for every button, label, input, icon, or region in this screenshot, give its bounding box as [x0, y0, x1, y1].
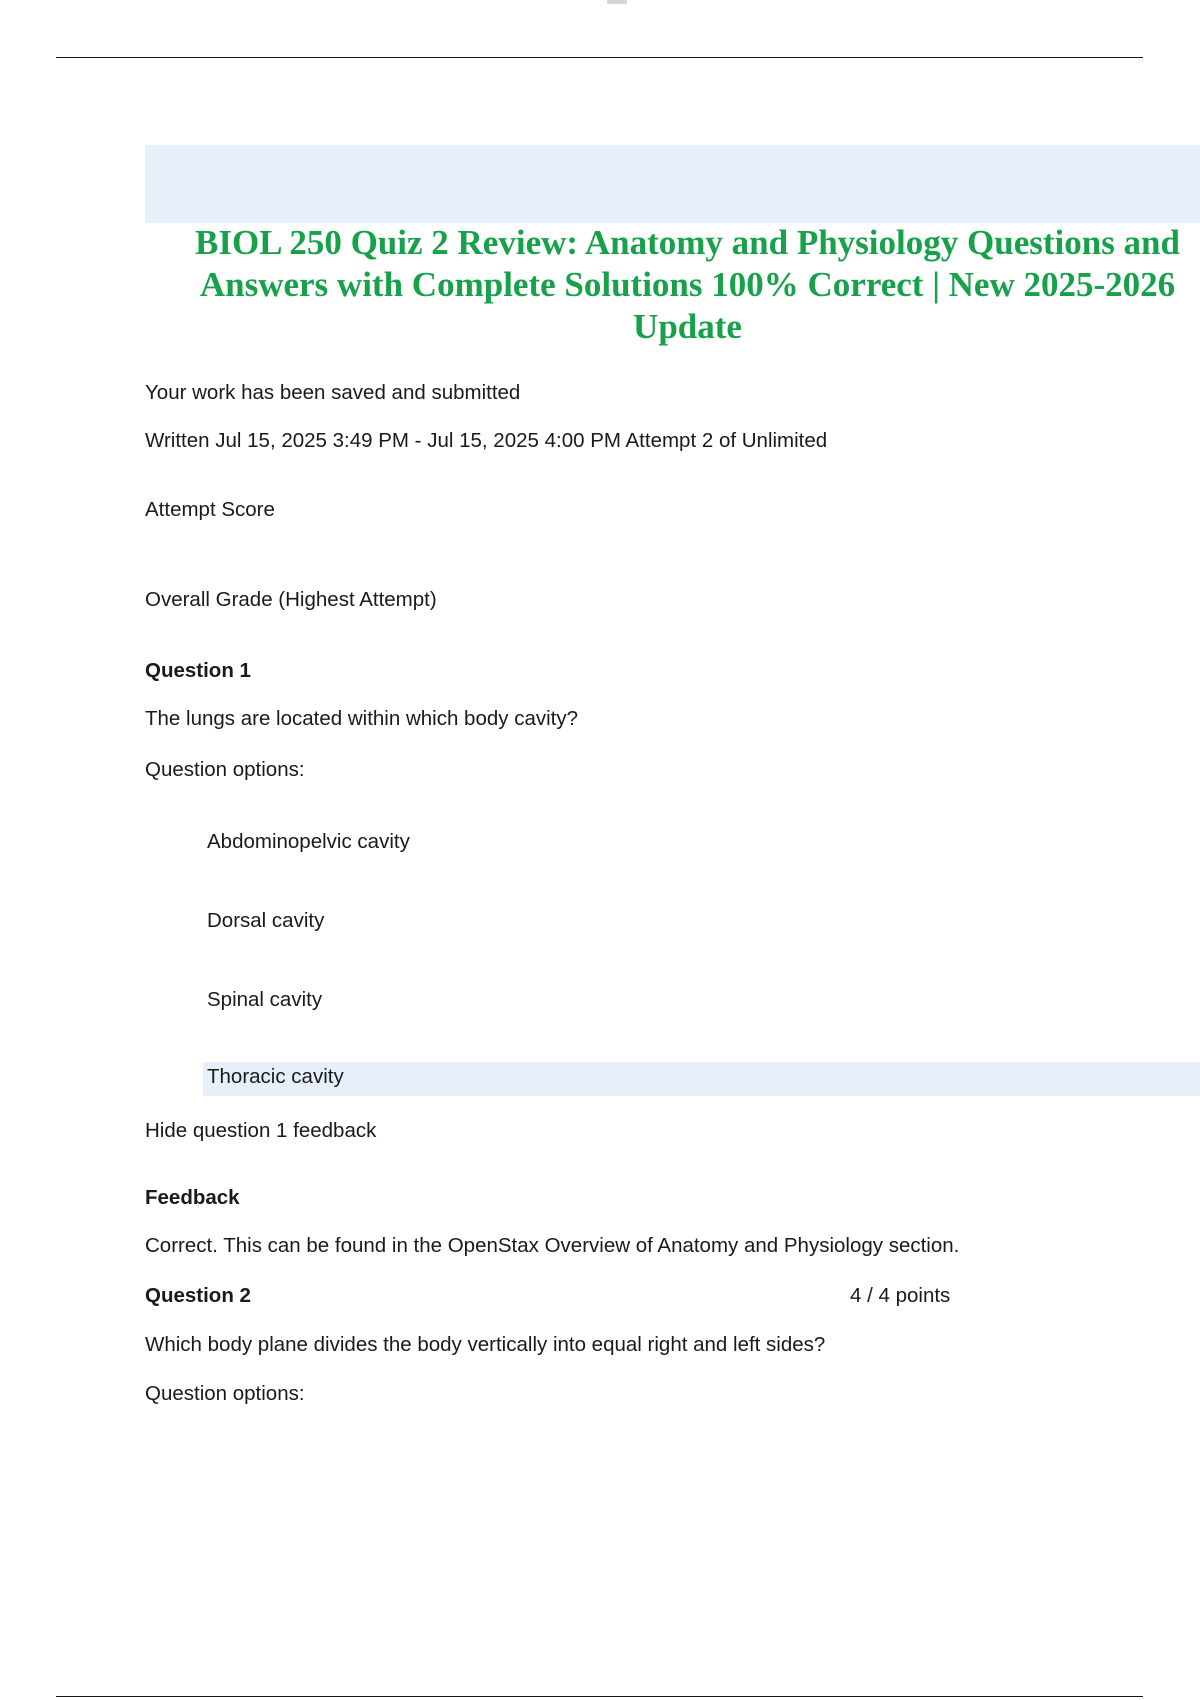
question-2-text: Which body plane divides the body vertically into equal right and left sides?	[145, 1333, 826, 1356]
question-1-feedback-text: Correct. This can be found in the OpenStax Overview of Anatomy and Physiology section.	[145, 1234, 960, 1257]
question-2-options-label: Question options:	[145, 1382, 305, 1405]
question-1-selected-highlight	[203, 1062, 1200, 1096]
question-1-options-label: Question options:	[145, 758, 305, 781]
question-1-heading: Question 1	[145, 659, 251, 682]
page-top-mark	[607, 0, 627, 4]
submission-status: Your work has been saved and submitted	[145, 381, 521, 404]
header-rule	[56, 57, 1143, 58]
question-1-feedback-heading: Feedback	[145, 1186, 240, 1209]
question-2-heading: Question 2	[145, 1284, 251, 1307]
question-2-points: 4 / 4 points	[850, 1284, 951, 1307]
question-1-option-dorsal[interactable]: Dorsal cavity	[207, 909, 325, 932]
question-1-feedback-toggle[interactable]: Hide question 1 feedback	[145, 1119, 377, 1142]
submission-written-info: Written Jul 15, 2025 3:49 PM - Jul 15, 2025 4:00 PM Attempt 2 of Unlimited	[145, 429, 828, 452]
footer-rule	[56, 1696, 1143, 1697]
question-1-text: The lungs are located within which body cavity?	[145, 707, 579, 730]
title-banner	[145, 145, 1200, 223]
question-1-option-abdominopelvic[interactable]: Abdominopelvic cavity	[207, 830, 410, 853]
question-1-option-spinal[interactable]: Spinal cavity	[207, 988, 323, 1011]
question-1-option-thoracic[interactable]: Thoracic cavity	[207, 1065, 344, 1088]
overall-grade-label: Overall Grade (Highest Attempt)	[145, 588, 437, 611]
document-title: BIOL 250 Quiz 2 Review: Anatomy and Physiology Questions and Answers with Complete Solutions 100% Correct | New 2025-2026 Update	[194, 223, 1180, 346]
attempt-score-label: Attempt Score	[145, 498, 275, 521]
